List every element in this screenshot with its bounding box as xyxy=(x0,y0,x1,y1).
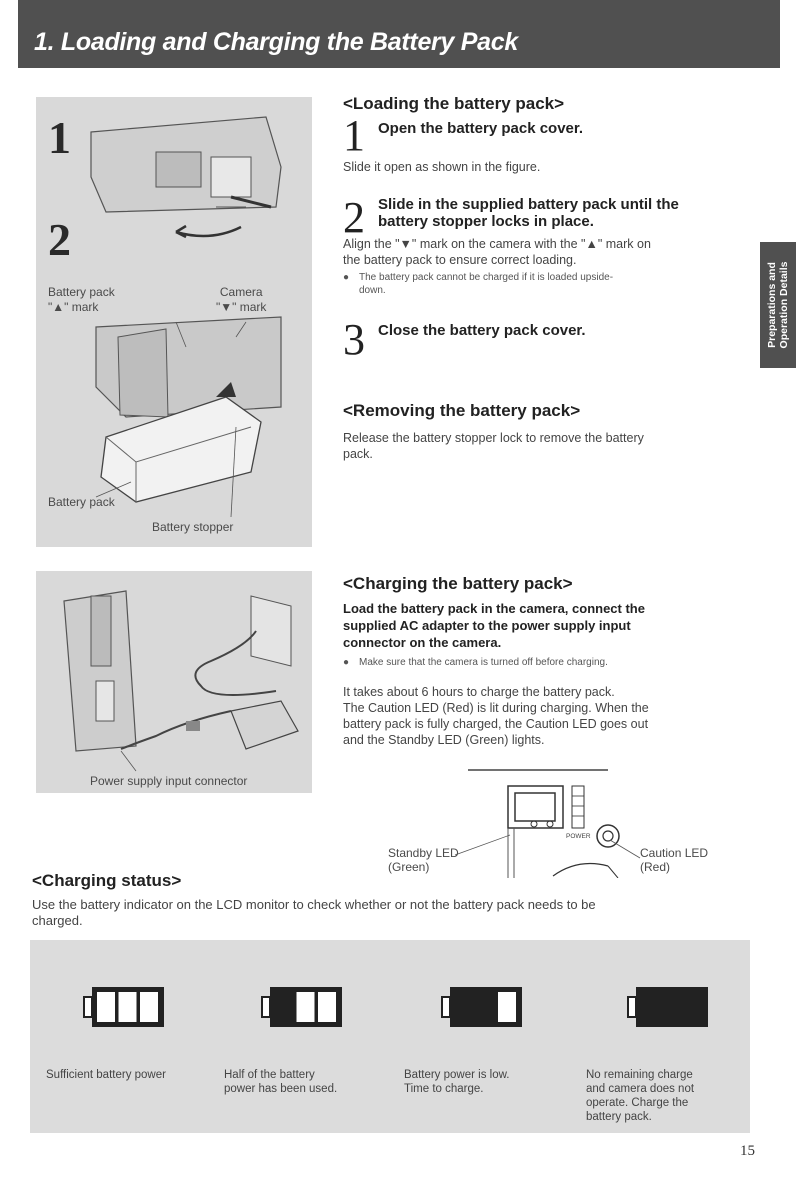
battery-loading-figure xyxy=(36,97,312,547)
battery-level-icon xyxy=(260,984,346,1030)
removing-text: Release the battery stopper lock to remove the battery pack. xyxy=(343,431,644,461)
side-tab-line2: Operation Details xyxy=(778,261,790,349)
battery-status-label: Sufficient battery power xyxy=(46,1069,166,1081)
loading-step2-number: 2 xyxy=(343,193,365,242)
side-tab xyxy=(760,242,796,368)
loading-step2-bullet: ● The battery pack cannot be charged if it is loaded upside- down. xyxy=(343,272,614,296)
battery-pack-label: Battery pack xyxy=(48,495,115,509)
loading-step1-number: 1 xyxy=(343,111,365,160)
loading-step3-title: Close the battery pack cover. xyxy=(378,322,586,339)
loading-step2-title: Slide in the supplied battery pack until the battery stopper locks in place. xyxy=(378,196,679,230)
battery-mark-label: Battery pack "▲" mark xyxy=(48,285,115,314)
loading-step1-text: Slide it open as shown in the figure. xyxy=(343,160,541,174)
battery-status-panel xyxy=(30,940,750,1133)
camera-battery-illustration xyxy=(36,97,312,547)
loading-step3-number: 3 xyxy=(343,315,365,364)
status-heading: <Charging status> xyxy=(32,871,182,890)
charging-bullet: ● Make sure that the camera is turned off before charging. xyxy=(343,657,608,668)
status-text: Use the battery indicator on the LCD monitor to check whether or not the battery pack needs to be charged. xyxy=(32,897,596,928)
battery-cell xyxy=(641,992,659,1022)
removing-heading: <Removing the battery pack> xyxy=(343,401,581,420)
page-title: 1. Loading and Charging the Battery Pack xyxy=(34,28,518,56)
battery-cell xyxy=(297,992,315,1022)
battery-cell xyxy=(455,992,473,1022)
battery-cell xyxy=(119,992,137,1022)
loading-heading: <Loading the battery pack> xyxy=(343,94,565,113)
charging-instructions: Load the battery pack in the camera, connect the supplied AC adapter to the power supply input connector on the camera. xyxy=(343,601,645,650)
figure-step-1: 1 xyxy=(48,112,71,163)
charging-figure xyxy=(36,571,312,793)
side-tab-line1: Preparations and xyxy=(766,262,778,348)
led-power-label: POWER xyxy=(566,833,591,840)
standby-led-label: Standby LED (Green) xyxy=(388,846,459,874)
ac-adapter-illustration xyxy=(36,571,312,793)
battery-status-label: Battery power is low. Time to charge. xyxy=(404,1069,510,1095)
battery-cell xyxy=(318,992,336,1022)
loading-step2-text: Align the "▼" mark on the camera with the "▲" mark on the battery pack to ensure correct loading. xyxy=(343,237,651,267)
battery-cell xyxy=(477,992,495,1022)
battery-cell xyxy=(663,992,681,1022)
figure-step-2: 2 xyxy=(48,214,71,265)
battery-cell xyxy=(97,992,115,1022)
charging-heading: <Charging the battery pack> xyxy=(343,574,573,593)
page-number: 15 xyxy=(740,1143,755,1159)
camera-mark-label: Camera "▼" mark xyxy=(216,285,267,314)
battery-cell xyxy=(140,992,158,1022)
power-connector-label: Power supply input connector xyxy=(90,774,248,788)
battery-cell xyxy=(275,992,293,1022)
caution-led-label: Caution LED (Red) xyxy=(640,846,709,874)
battery-status-label: No remaining charge and camera does not operate. Charge the battery pack. xyxy=(586,1069,695,1123)
loading-step1-title: Open the battery pack cover. xyxy=(378,120,584,137)
battery-cell xyxy=(684,992,702,1022)
battery-status-label: Half of the battery power has been used. xyxy=(224,1069,338,1095)
battery-level-icon xyxy=(82,984,168,1030)
battery-level-icon xyxy=(440,984,526,1030)
battery-level-icon xyxy=(626,984,712,1030)
battery-stopper-label: Battery stopper xyxy=(152,520,234,534)
charging-text: It takes about 6 hours to charge the battery pack. The Caution LED (Red) is lit during charging. When the battery pack is fully charged, the Caution LED goes out and the Standby LED (Green) lights. xyxy=(343,685,649,747)
battery-cell xyxy=(498,992,516,1022)
